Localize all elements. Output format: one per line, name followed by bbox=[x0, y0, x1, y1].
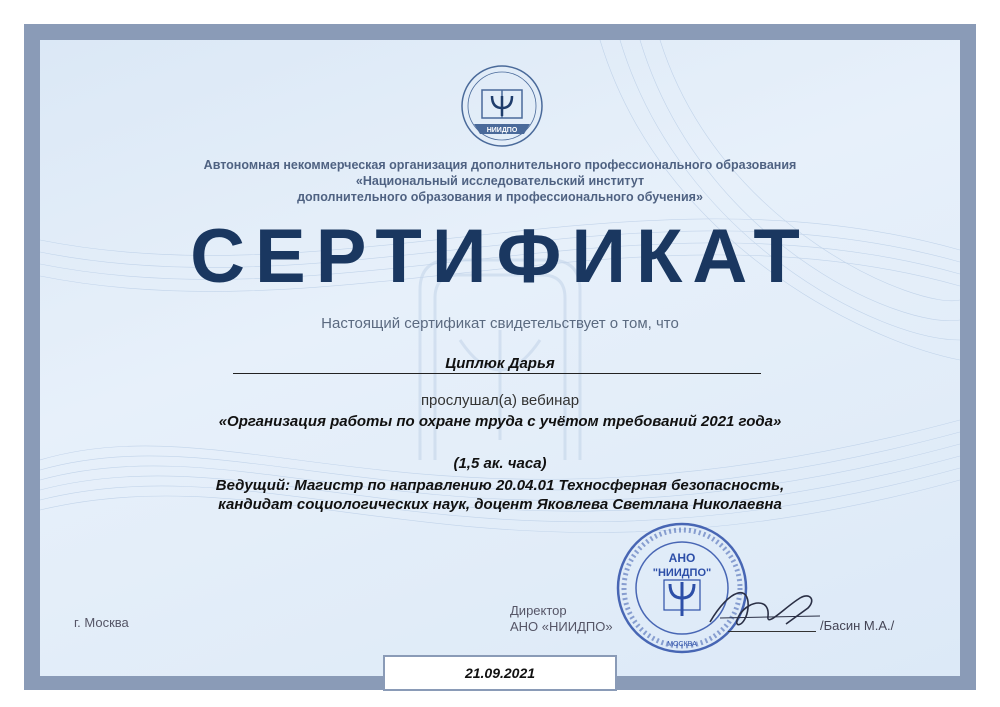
director-block bbox=[510, 603, 613, 635]
logo-caption: НИИДПО bbox=[486, 127, 518, 134]
signer-name: /Басин М.А./ bbox=[820, 618, 895, 633]
webinar-hours: (1,5 ак. часа) bbox=[453, 455, 547, 472]
listened-text: прослушал(а) вебинар bbox=[420, 392, 580, 409]
director-signature bbox=[690, 578, 830, 638]
org-line-1: Автономная некоммерческая организация дополнительного профессионального образования bbox=[203, 158, 797, 172]
stamp-middle-text: "НИИДПО" bbox=[652, 567, 712, 579]
city-label: г. Москва bbox=[74, 615, 129, 630]
org-line-3: дополнительного образования и профессионального обучения» bbox=[297, 190, 703, 204]
certificate-title: СЕРТИФИКАТ bbox=[190, 214, 810, 299]
signature-line bbox=[728, 631, 816, 632]
stamp-bottom-text: МОСКВА bbox=[667, 641, 697, 648]
director-title: Директор bbox=[510, 603, 567, 618]
recipient-underline bbox=[233, 373, 761, 374]
org-line-2: «Национальный исследовательский институт bbox=[355, 174, 645, 188]
issue-date: 21.09.2021 bbox=[383, 655, 617, 691]
certificate-subtitle: Настоящий сертификат свидетельствует о том, что bbox=[321, 315, 679, 332]
lecturer-info: Ведущий: Магистр по направлению 20.04.01 Техносферная безопасность, кандидат социологических наук, доцент Яковлева Светлана Николаевна bbox=[215, 477, 785, 513]
institute-logo bbox=[458, 62, 546, 150]
recipient-name: Циплюк Дарья bbox=[445, 355, 555, 372]
webinar-title: «Организация работы по охране труда с учётом требований 2021 года» bbox=[218, 413, 782, 430]
stamp-top-text: АНО bbox=[668, 551, 696, 565]
director-org: АНО «НИИДПО» bbox=[510, 619, 613, 634]
